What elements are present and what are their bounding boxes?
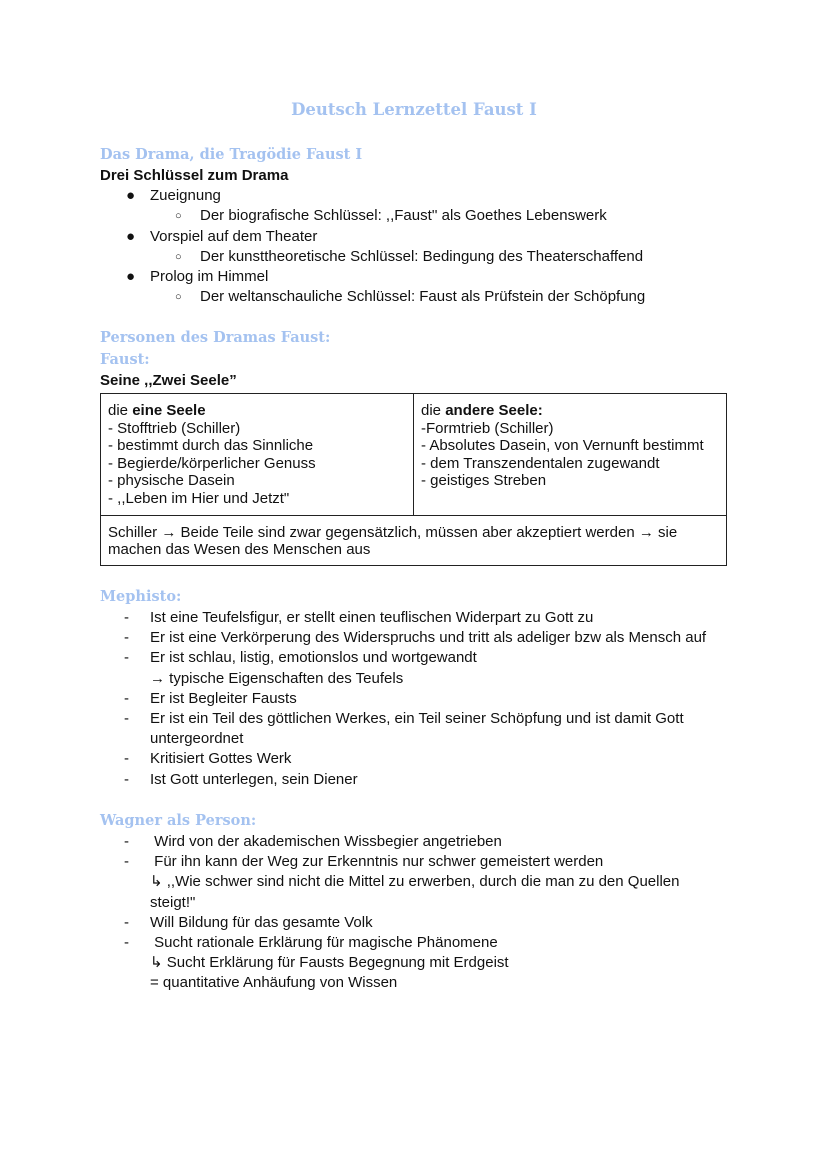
list-item-text: ↳ ,,Wie schwer sind nicht die Mittel zu erwerben, durch die man zu den Quellen: [150, 873, 680, 891]
list-item: [100, 770, 740, 790]
dash-bullet: -: [124, 933, 129, 951]
cell-line: - Begierde/körperlicher Genuss: [108, 454, 316, 472]
wagner-section: [100, 810, 740, 994]
section-heading: Wagner als Person:: [100, 812, 257, 829]
list-item-text: → typische Eigenschaften des Teufels: [150, 669, 404, 687]
cell-line: - geistiges Streben: [421, 472, 547, 490]
cell-line: - dem Transzendentalen zugewandt: [421, 454, 660, 472]
list-item-text: Ist eine Teufelsfigur, er stellt einen teuflischen Widerpart zu Gott zu: [150, 609, 594, 626]
dash-bullet: -: [124, 853, 129, 871]
list-item: [100, 669, 740, 689]
dash-bullet: -: [124, 750, 129, 768]
section-heading: Das Drama, die Tragödie Faust I: [100, 146, 363, 163]
sub-list-item-label: Der weltanschauliche Schlüssel: Faust als Prüfstein der Schöpfung: [200, 288, 646, 306]
list-item: [100, 973, 740, 993]
list-item-text: Er ist schlau, listig, emotionslos und wortgewandt: [150, 649, 477, 667]
cell-prefix: die: [421, 402, 446, 419]
seelen-table: [100, 393, 727, 566]
page-title: Deutsch Lernzettel Faust I: [291, 100, 537, 119]
sub-list-item: [100, 247, 740, 267]
list-item-text: Ist Gott unterlegen, sein Diener: [150, 770, 358, 788]
cell-line: - bestimmt durch das Sinnliche: [108, 437, 314, 455]
dash-bullet: -: [124, 709, 129, 727]
list-item: [100, 227, 740, 247]
dash-bullet: -: [124, 609, 129, 626]
bullet-icon: ●: [126, 267, 136, 285]
list-item-text: Er ist ein Teil des göttlichen Werkes, ein Teil seiner Schöpfung und ist damit Gott: [150, 709, 684, 727]
circle-bullet-icon: ○: [175, 210, 182, 223]
sub-list-item-label: Der kunsttheoretische Schlüssel: Bedingung des Theaterschaffend: [200, 247, 644, 265]
list-item: [100, 872, 740, 892]
bullet-icon: ●: [126, 227, 136, 245]
list-item-label: Vorspiel auf dem Theater: [150, 227, 318, 245]
list-item-text: Für ihn kann der Weg zur Erkenntnis nur schwer gemeistert werden: [150, 853, 604, 871]
list-item: [100, 953, 740, 973]
dash-bullet: -: [124, 629, 129, 647]
list-item: [100, 689, 740, 709]
dash-bullet: -: [124, 833, 129, 850]
circle-bullet-icon: ○: [175, 291, 182, 304]
seelen-heading: Seine ,,Zwei Seele”: [100, 372, 237, 389]
list-item-text: Kritisiert Gottes Werk: [150, 750, 292, 768]
mephisto-section: [100, 586, 740, 790]
list-item-text: ↳ Sucht Erklärung für Fausts Begegnung mit Erdgeist: [150, 954, 509, 972]
dash-bullet: -: [124, 770, 129, 788]
dash-bullet: -: [124, 649, 129, 667]
cell-line: -Formtrieb (Schiller): [421, 419, 554, 437]
bullet-icon: ●: [126, 187, 136, 205]
sub-list-item: [100, 206, 740, 226]
sub-list-item: [100, 287, 740, 307]
drama-section: [100, 144, 740, 307]
list-item-text: Er ist eine Verkörperung des Widerspruchs und tritt als adeliger bzw als Mensch auf: [150, 629, 707, 647]
cell-title: eine Seele: [132, 402, 206, 419]
section-heading: Mephisto:: [100, 588, 182, 605]
list-item-text: Wird von der akademischen Wissbegier angetrieben: [150, 833, 502, 850]
list-item-text: Sucht rationale Erklärung für magische Phänomene: [150, 933, 498, 951]
list-item: [100, 729, 740, 749]
cell-title: andere Seele:: [445, 402, 543, 419]
circle-bullet-icon: ○: [175, 250, 182, 263]
list-item: [100, 852, 740, 872]
section-heading: Personen des Dramas Faust:: [100, 329, 331, 346]
list-item-label: Zueignung: [150, 187, 221, 205]
cell-line: - physische Dasein: [108, 472, 235, 490]
cell-prefix: die: [108, 402, 133, 419]
list-item-text: Er ist Begleiter Fausts: [150, 689, 297, 707]
cell-line: - Stofftrieb (Schiller): [108, 419, 241, 437]
list-item-text: Will Bildung für das gesamte Volk: [150, 913, 373, 931]
dash-bullet: -: [124, 913, 129, 931]
list-item-text: steigt!": [150, 893, 196, 911]
cell-schiller-summary: Schiller → Beide Teile sind zwar gegensätzlich, müssen aber akzeptiert werden → sie machen das Wesen des Menschen aus: [101, 515, 727, 565]
list-item: [100, 709, 740, 729]
list-item: [100, 749, 740, 769]
list-item: [100, 608, 740, 628]
sub-list-item-label: Der biografische Schlüssel: ,,Faust'' als Goethes Lebenswerk: [200, 207, 607, 225]
list-item: [100, 267, 740, 287]
list-item: [100, 933, 740, 953]
subheading: Drei Schlüssel zum Drama: [100, 167, 289, 184]
cell-line: - ,,Leben im Hier und Jetzt": [108, 489, 290, 507]
cell-eine-seele: [101, 394, 414, 516]
list-item: [100, 628, 740, 648]
list-item: [100, 893, 740, 913]
cell-line: - Absolutes Dasein, von Vernunft bestimmt: [421, 437, 704, 455]
list-item: [100, 832, 740, 852]
list-item-label: Prolog im Himmel: [150, 267, 269, 285]
faust-heading: Faust:: [100, 351, 150, 368]
list-item: [100, 913, 740, 933]
list-item-text: untergeordnet: [150, 730, 244, 748]
personen-section: [100, 327, 740, 391]
cell-andere-seele: [414, 394, 727, 516]
list-item: [100, 186, 740, 206]
dash-bullet: -: [124, 689, 129, 707]
list-item: [100, 648, 740, 668]
list-item-text: = quantitative Anhäufung von Wissen: [150, 974, 398, 992]
